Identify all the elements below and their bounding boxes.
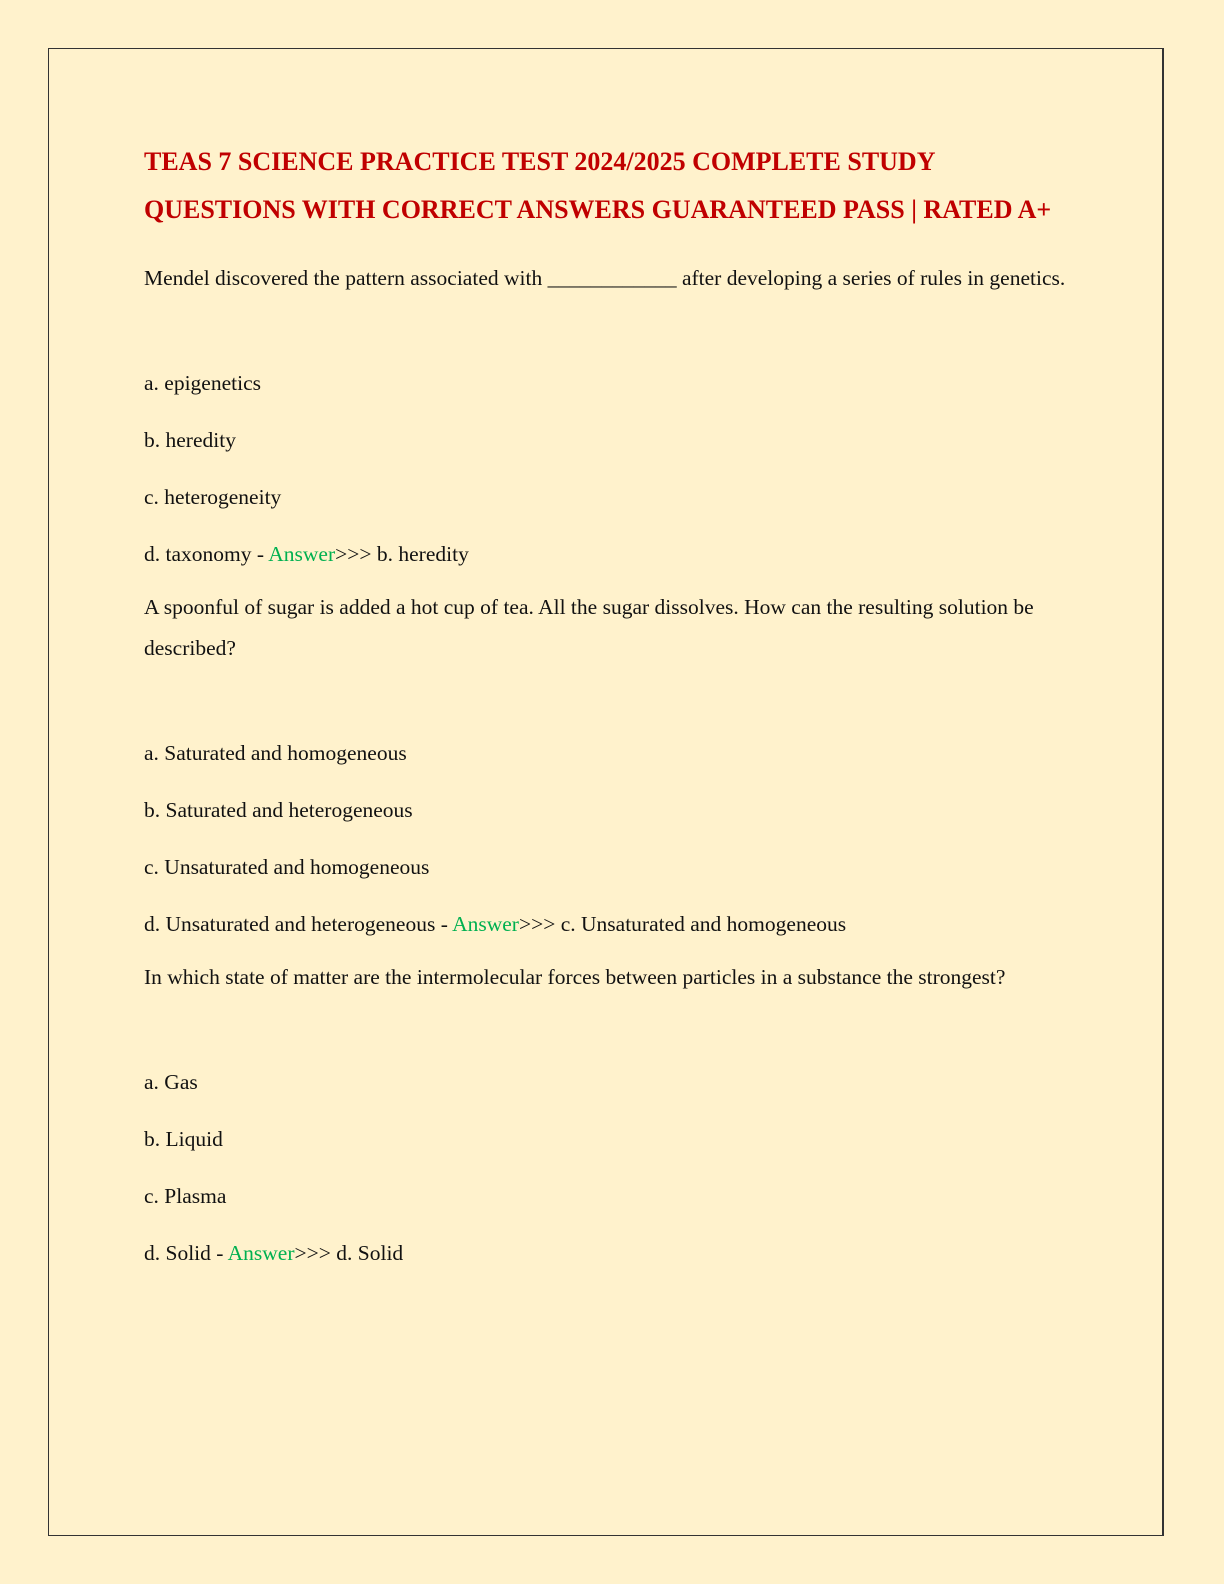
answer-arrows: >>> <box>294 1241 337 1265</box>
correct-answer: c. Unsaturated and homogeneous <box>560 912 847 936</box>
option-a: a. Gas <box>144 1070 198 1094</box>
answer-label: Answer <box>227 1241 295 1265</box>
option-c: c. Unsaturated and homogeneous <box>144 855 430 879</box>
answer-separator: - <box>210 1241 228 1265</box>
option-d: d. taxonomy <box>144 542 252 566</box>
question-block <box>144 957 1074 1267</box>
document-body <box>144 138 1074 1286</box>
option-a: a. Saturated and homogeneous <box>144 741 407 765</box>
option-d-with-answer <box>144 911 1074 938</box>
question-text: Mendel discovered the pattern associated with ____________ after developing a series of rules in genetics. <box>144 266 1066 290</box>
option-c: c. heterogeneity <box>144 485 282 509</box>
option-b: b. Saturated and heterogeneous <box>144 798 413 822</box>
spacer <box>144 998 1074 1069</box>
spacer <box>144 669 1074 740</box>
option-b: b. heredity <box>144 428 236 452</box>
answer-separator: - <box>435 912 453 936</box>
document-title: TEAS 7 SCIENCE PRACTICE TEST 2024/2025 COMPLETE STUDY QUESTIONS WITH CORRECT ANSWERS GUARANTEED PASS | RATED A+ <box>144 147 1052 224</box>
option-d: d. Solid <box>144 1241 211 1265</box>
option-d-with-answer <box>144 541 1074 568</box>
option-b: b. Liquid <box>144 1127 223 1151</box>
spacer <box>144 299 1074 370</box>
option-a: a. epigenetics <box>144 371 262 395</box>
correct-answer: d. Solid <box>336 1241 404 1265</box>
question-block <box>144 587 1074 938</box>
answer-arrows: >>> <box>335 542 377 566</box>
option-d: d. Unsaturated and heterogeneous <box>144 912 436 936</box>
option-c: c. Plasma <box>144 1184 227 1208</box>
correct-answer: b. heredity <box>376 542 469 566</box>
answer-arrows: >>> <box>518 912 561 936</box>
question-text: In which state of matter are the intermolecular forces between particles in a substance the strongest? <box>144 965 1006 989</box>
question-block <box>144 258 1074 568</box>
answer-label: Answer <box>268 542 336 566</box>
answer-separator: - <box>251 542 269 566</box>
option-d-with-answer <box>144 1240 1074 1267</box>
question-text: A spoonful of sugar is added a hot cup of tea. All the sugar dissolves. How can the resulting solution be described? <box>144 595 1034 660</box>
answer-label: Answer <box>452 912 519 936</box>
